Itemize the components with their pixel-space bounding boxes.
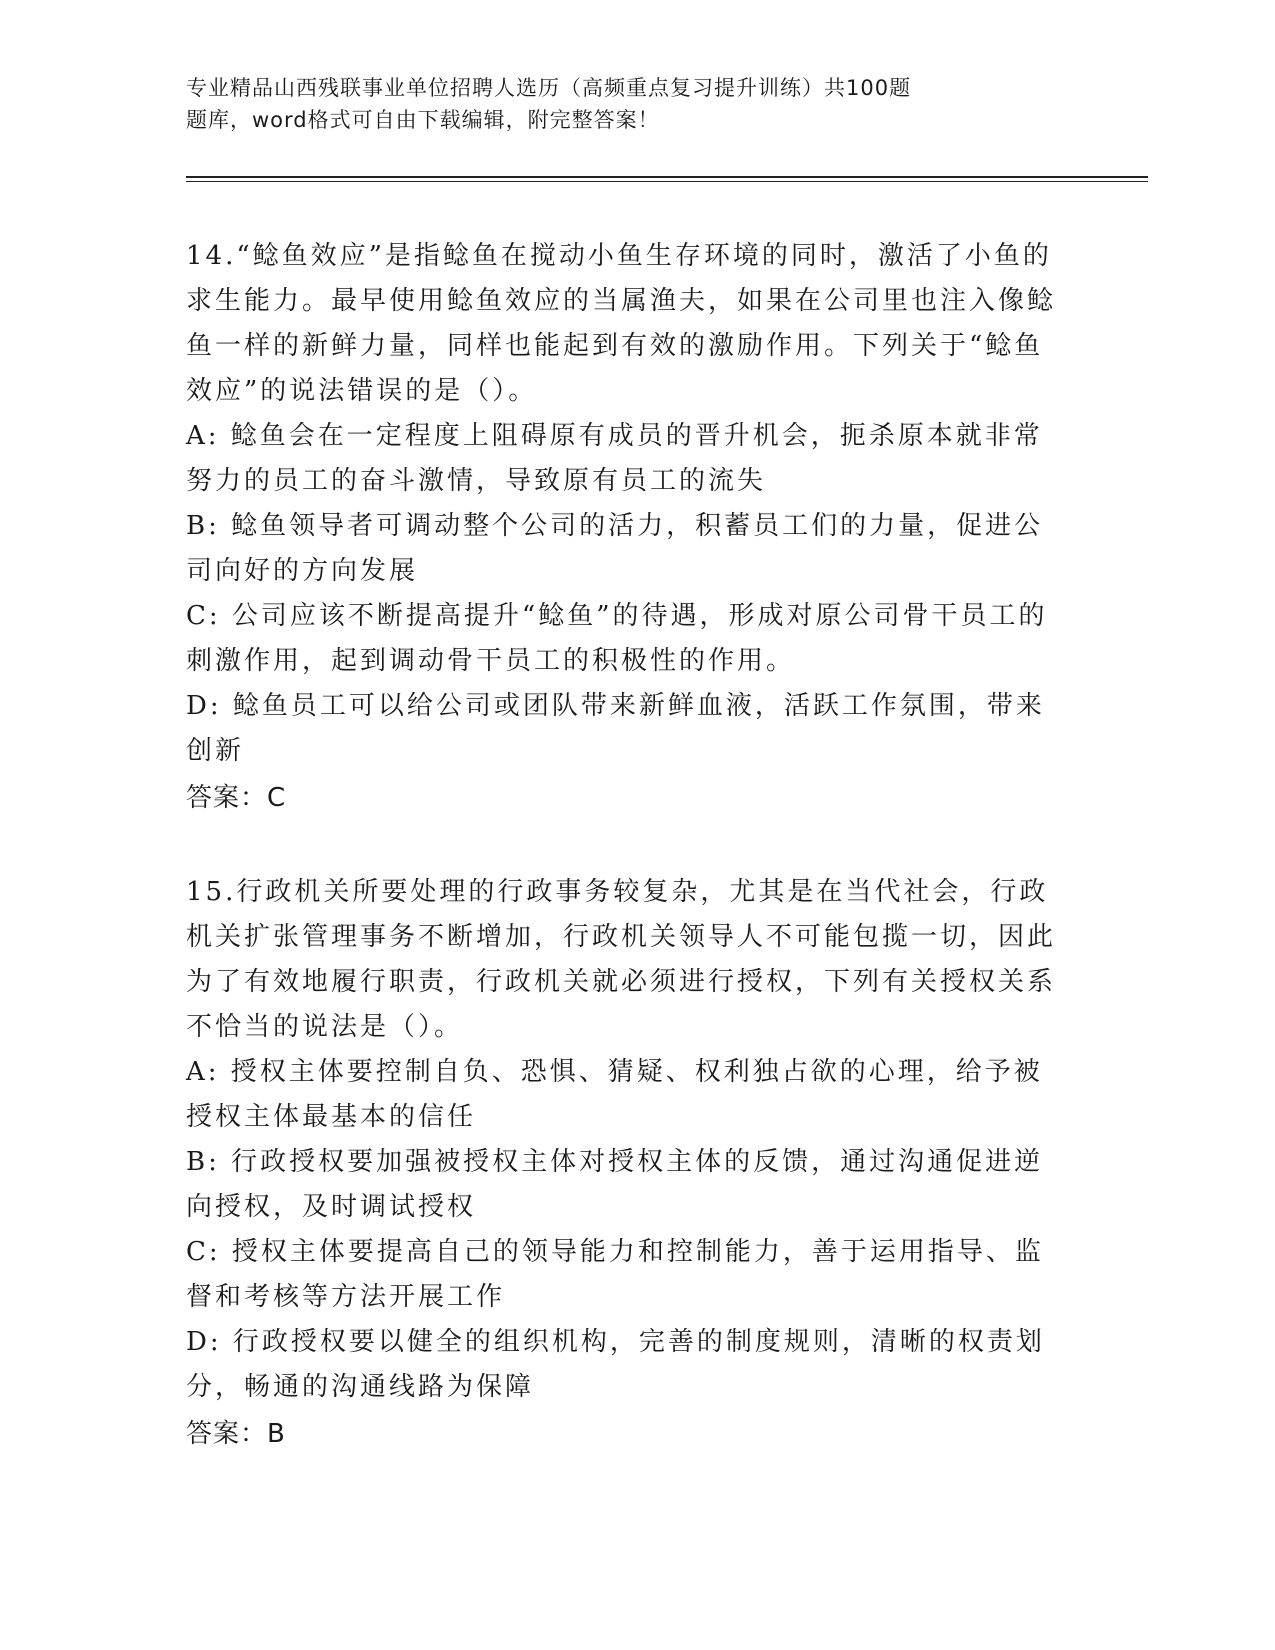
document-header [186,72,1086,136]
question-stem: 15.行政机关所要处理的行政事务较复杂，尤其是在当代社会，行政机关扩张管理事务不断增加，行政机关领导人不可能包揽一切，因此为了有效地履行职责，行政机关就必须进行授权，下列有关授权关系不恰当的说法是（）。 [186,877,1057,1042]
question-stem: 14.“鲶鱼效应”是指鲶鱼在搅动小鱼生存环境的同时，激活了小鱼的求生能力。最早使用鲶鱼效应的当属渔夫，如果在公司里也注入像鲶鱼一样的新鲜力量，同样也能起到有效的激励作用。下列关于“鲶鱼效应”的说法错误的是（）。 [186,241,1057,406]
header-divider-thin [186,181,1148,182]
answer: 答案：C [186,783,287,813]
option-d: D: 鲶鱼员工可以给公司或团队带来新鲜血液，活跃工作氛围，带来创新 [186,691,1045,766]
option-d: D: 行政授权要以健全的组织机构，完善的制度规则，清晰的权责划分，畅通的沟通线路为保障 [186,1327,1045,1402]
option-a: A: 授权主体要控制自负、恐惧、猜疑、权利独占欲的心理，给予被授权主体最基本的信任 [186,1057,1043,1132]
header-line-1: 专业精品山西残联事业单位招聘人选历（高频重点复习提升训练）共100题 [186,76,912,100]
option-a: A: 鲶鱼会在一定程度上阻碍原有成员的晋升机会，扼杀原本就非常努力的员工的奋斗激情，导致原有员工的流失 [186,421,1043,496]
option-c: C: 公司应该不断提高提升“鲶鱼”的待遇，形成对原公司骨干员工的刺激作用，起到调动骨干员工的积极性的作用。 [186,601,1048,676]
answer: 答案：B [186,1419,286,1449]
header-divider-thick [186,176,1148,178]
option-b: B: 行政授权要加强被授权主体对授权主体的反馈，通过沟通促进逆向授权，及时调试授权 [186,1147,1044,1222]
header-line-2: 题库，word格式可自由下载编辑，附完整答案！ [186,108,660,132]
option-b: B: 鲶鱼领导者可调动整个公司的活力，积蓄员工们的力量，促进公司向好的方向发展 [186,511,1044,586]
question-15 [186,870,1066,1457]
option-c: C: 授权主体要提高自己的领导能力和控制能力，善于运用指导、监督和考核等方法开展工作 [186,1237,1044,1312]
question-14 [186,234,1066,821]
